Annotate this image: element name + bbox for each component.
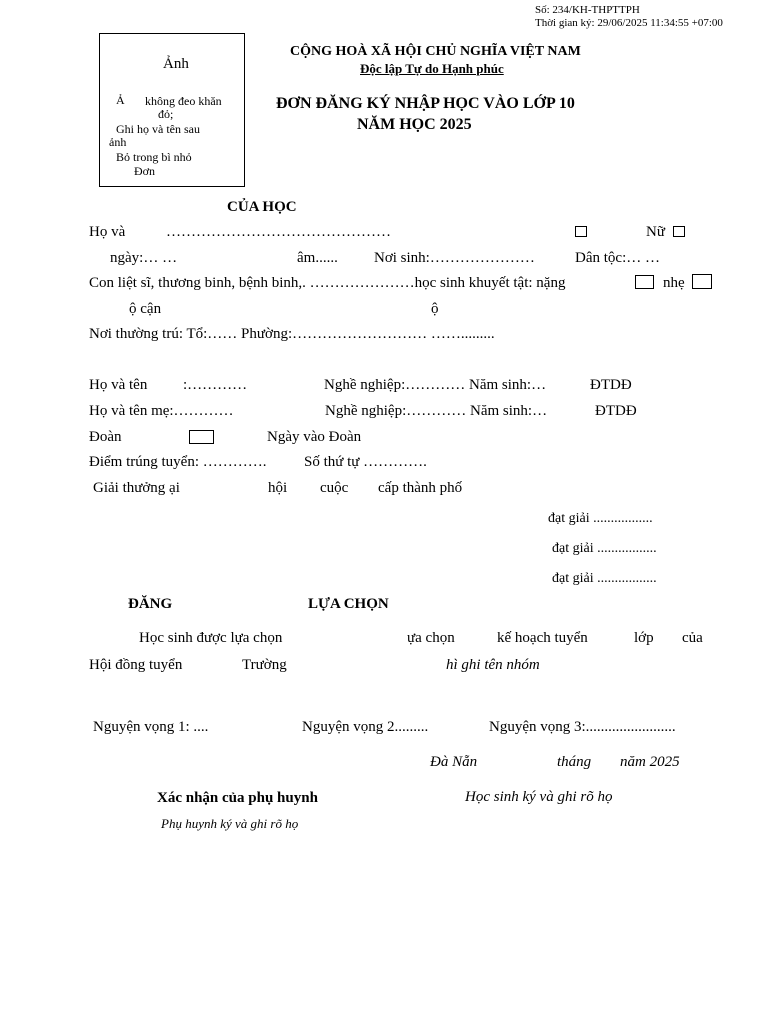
near-label-2: ộ <box>431 301 439 317</box>
martyr-line: Con liệt sĩ, thương binh, bệnh binh,. …………………học sinh khuyết tật: nặng <box>89 275 566 291</box>
father-job: Nghề nghiệp:………… Năm sinh:… <box>324 377 547 393</box>
union-checkbox[interactable] <box>189 430 214 444</box>
photo-title: Ảnh <box>163 56 189 72</box>
prize-line-2: đạt giải ................. <box>552 541 657 556</box>
signature-time: Thời gian ký: 29/06/2025 11:34:55 +07:00 <box>535 17 723 29</box>
prize-line-3: đạt giải ................. <box>552 571 657 586</box>
choice-text-4: lớp <box>634 630 654 646</box>
lunar-label: âm...... <box>297 250 338 266</box>
form-title-1: ĐƠN ĐĂNG KÝ NHẬP HỌC VÀO LỚP 10 <box>276 95 575 112</box>
student-sign-note: Học sinh ký và ghi rõ họ <box>465 789 613 805</box>
father-name-label: Họ và tên <box>89 377 148 393</box>
male-checkbox[interactable] <box>575 226 587 237</box>
dob-label: ngày:… … <box>110 250 178 266</box>
choice-text-5: của <box>682 630 703 646</box>
parent-sign-note: Phụ huynh ký và ghi rõ họ <box>161 816 299 831</box>
award-contest: cuộc <box>320 480 349 496</box>
form-title-2: NĂM HỌC 2025 <box>357 116 472 133</box>
disability-severe-checkbox[interactable] <box>635 275 654 289</box>
sign-year: năm 2025 <box>620 754 680 770</box>
photo-box <box>99 33 245 187</box>
birthplace-label: Nơi sinh:………………… <box>374 250 535 266</box>
wish-2: Nguyện vọng 2......... <box>302 719 429 735</box>
section1-heading: CỦA HỌC <box>227 199 297 215</box>
award-level: hội <box>268 480 288 496</box>
photo-note-1: không đeo khăn <box>145 94 222 108</box>
parent-confirm-heading: Xác nhận của phụ huynh <box>157 790 318 806</box>
disability-light-label: nhẹ <box>663 275 685 291</box>
student-name-dots: ……………………………………… <box>166 224 391 240</box>
father-name-dots: :………… <box>183 377 248 393</box>
order-label: Số thứ tự …………. <box>304 454 427 470</box>
photo-note-mark: Ả <box>116 93 125 107</box>
council-text: Hội đồng tuyển <box>89 657 183 673</box>
near-label: ộ cận <box>129 301 162 317</box>
choice-text-2: ựa chọn <box>407 630 455 646</box>
union-date-label: Ngày vào Đoàn <box>267 429 362 445</box>
wish-1: Nguyện vọng 1: .... <box>93 719 209 735</box>
sign-place: Đà Nẵn <box>430 754 478 770</box>
award-city: cấp thành phố <box>378 480 463 496</box>
residence-line: Nơi thường trú: Tổ:…… Phường:……………………… ……......... <box>89 326 495 342</box>
female-label: Nữ <box>646 224 665 240</box>
father-phone: ĐTDĐ <box>590 377 632 393</box>
choice-text-1: Học sinh được lựa chọn <box>139 630 283 646</box>
photo-note-3: Bỏ trong bì nhỏ <box>116 150 192 164</box>
female-checkbox[interactable] <box>673 226 685 237</box>
mother-phone: ĐTDĐ <box>595 403 637 419</box>
section2-heading-b: LỰA CHỌN <box>308 596 389 612</box>
school-text: Trường <box>242 657 287 673</box>
mother-job: Nghề nghiệp:………… Năm sinh:… <box>325 403 548 419</box>
choice-text-3: kế hoạch tuyển <box>497 630 588 646</box>
photo-note-2: Ghi họ và tên sau <box>116 122 200 136</box>
motto: Độc lập Tự do Hạnh phúc <box>360 61 504 76</box>
section2-heading-a: ĐĂNG <box>128 596 173 612</box>
republic-title: CỘNG HOÀ XÃ HỘI CHỦ NGHĨA VIỆT NAM <box>290 44 581 59</box>
signature-number: Số: 234/KH-THPTTPH <box>535 4 640 16</box>
disability-light-checkbox[interactable] <box>692 274 712 289</box>
sign-month: tháng <box>557 754 592 770</box>
union-label: Đoàn <box>89 429 122 445</box>
photo-note-1b: đỏ; <box>158 107 174 121</box>
photo-note-2b: ảnh <box>109 135 127 149</box>
group-note: hì ghi tên nhóm <box>446 657 540 673</box>
prize-line-1: đạt giải ................. <box>548 511 653 526</box>
student-name-label: Họ và <box>89 224 126 240</box>
mother-name-label: Họ và tên mẹ:………… <box>89 403 234 419</box>
wish-3: Nguyện vọng 3:........................ <box>489 719 676 735</box>
photo-note-3b: Đơn <box>134 164 156 178</box>
score-label: Điểm trúng tuyển: …………. <box>89 454 267 470</box>
ethnicity-label: Dân tộc:… … <box>575 250 660 266</box>
award-label: Giải thưởng ại <box>93 480 180 496</box>
